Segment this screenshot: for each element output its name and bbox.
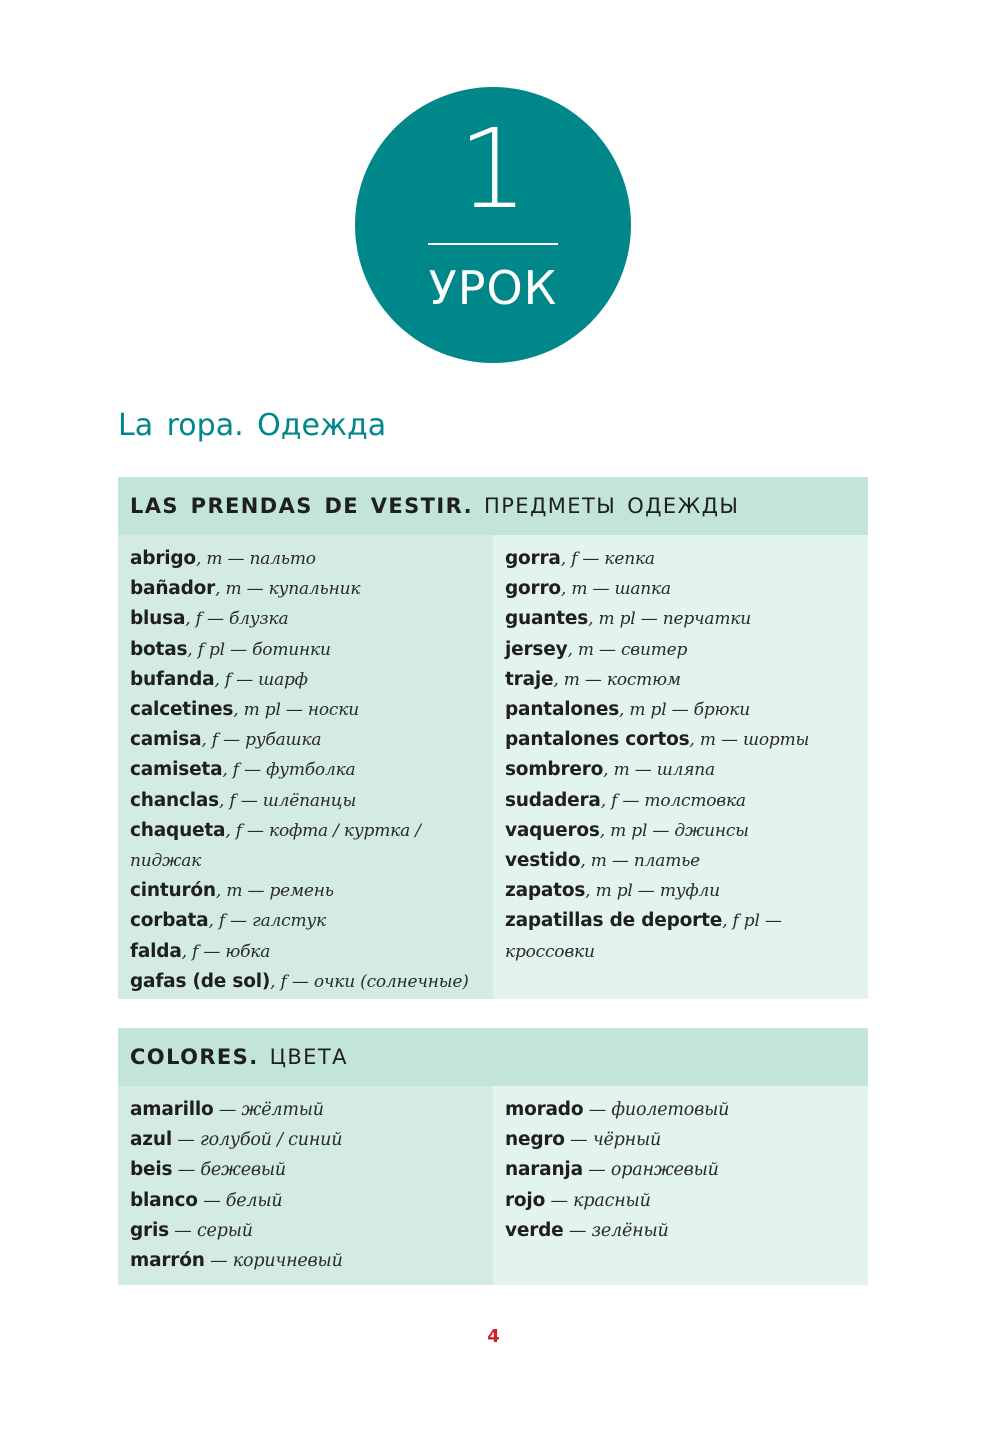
- vocab-word: sudadera: [505, 789, 601, 811]
- vocab-translation: — голубой / синий: [171, 1130, 343, 1151]
- vocab-translation: — коричневый: [204, 1251, 343, 1272]
- colors-header-es: COLORES.: [130, 1045, 259, 1069]
- vocab-entry: [130, 665, 481, 695]
- vocab-translation: , f — юбка: [181, 941, 271, 962]
- vocab-translation: , f — шлёпанцы: [219, 790, 357, 811]
- vocab-translation: , m pl — перчатки: [588, 609, 751, 630]
- vocab-entry: [130, 906, 481, 936]
- colors-column-right: [493, 1086, 868, 1285]
- colors-list-left: [130, 1095, 481, 1276]
- clothes-header-es: LAS PRENDAS DE VESTIR.: [130, 494, 473, 518]
- vocab-entry: [505, 574, 856, 604]
- vocab-entry: [130, 1095, 481, 1125]
- vocab-word: guantes: [505, 608, 589, 630]
- badge-divider: [428, 243, 558, 245]
- vocab-translation: , m — шляпа: [603, 760, 715, 781]
- vocab-translation: , m — костюм: [553, 669, 681, 690]
- vocab-entry: [505, 635, 856, 665]
- vocab-word: beis: [130, 1159, 173, 1181]
- vocab-word: gorra: [505, 548, 561, 569]
- vocab-entry: [505, 906, 856, 966]
- vocab-entry: [130, 1186, 481, 1216]
- vocab-translation: , f — толстовка: [600, 790, 746, 811]
- vocab-entry: [505, 604, 856, 634]
- vocab-translation: , m — шорты: [689, 730, 810, 751]
- vocab-word: marrón: [130, 1250, 205, 1272]
- vocab-word: rojo: [505, 1189, 546, 1211]
- vocab-word: gorro: [505, 578, 561, 600]
- colors-body: [118, 1086, 868, 1285]
- vocab-word: falda: [130, 940, 182, 962]
- lesson-badge: [355, 87, 631, 363]
- vocab-translation: — оранжевый: [582, 1160, 719, 1181]
- vocab-translation: , f — рубашка: [201, 730, 322, 751]
- vocab-entry: [505, 1095, 856, 1125]
- colors-vocab-box: [118, 1028, 868, 1285]
- vocab-entry: [130, 574, 481, 604]
- lesson-number: 1: [458, 105, 528, 233]
- vocab-entry: [130, 725, 481, 755]
- vocab-entry: [505, 1216, 856, 1246]
- vocab-word: chanclas: [130, 789, 219, 811]
- vocab-translation: — красный: [545, 1190, 651, 1211]
- vocab-translation: , m — купальник: [215, 579, 361, 600]
- vocab-word: verde: [505, 1219, 564, 1241]
- vocab-entry: [505, 544, 856, 574]
- vocab-translation: , m — шапка: [560, 579, 671, 600]
- vocab-entry: [130, 1155, 481, 1185]
- vocab-translation: — чёрный: [564, 1130, 662, 1151]
- vocab-word: camiseta: [130, 759, 223, 781]
- vocab-word: amarillo: [130, 1099, 214, 1120]
- vocab-word: camisa: [130, 729, 202, 751]
- vocab-translation: , m pl — носки: [233, 700, 359, 721]
- vocab-word: zapatillas de deporte: [505, 910, 723, 932]
- vocab-translation: , m — пальто: [195, 549, 316, 569]
- vocab-entry: [130, 1246, 481, 1276]
- vocab-entry: [505, 816, 856, 846]
- vocab-translation: , f pl — кроссовки: [505, 911, 782, 962]
- vocab-entry: [130, 967, 481, 997]
- clothes-list-right: [505, 544, 856, 967]
- vocab-word: bufanda: [130, 668, 215, 690]
- vocab-word: corbata: [130, 910, 209, 932]
- vocab-translation: , m pl — джинсы: [599, 820, 749, 841]
- clothes-header: [118, 477, 868, 535]
- vocab-translation: , f — очки (солнечные): [270, 971, 469, 992]
- colors-list-right: [505, 1095, 856, 1246]
- vocab-entry: [505, 1125, 856, 1155]
- vocab-word: abrigo: [130, 548, 196, 569]
- vocab-word: calcetines: [130, 699, 234, 721]
- vocab-word: blanco: [130, 1189, 198, 1211]
- vocab-entry: [130, 876, 481, 906]
- vocab-word: morado: [505, 1099, 584, 1120]
- vocab-word: pantalones: [505, 699, 620, 721]
- page-number: 4: [487, 1326, 500, 1347]
- vocab-word: gafas (de sol): [130, 970, 271, 992]
- vocab-word: negro: [505, 1129, 565, 1151]
- vocab-word: pantalones cortos: [505, 729, 690, 751]
- vocab-translation: , f — галстук: [208, 911, 326, 932]
- vocab-translation: , f — кепка: [560, 549, 655, 569]
- vocab-word: sombrero: [505, 759, 604, 781]
- vocab-entry: [505, 665, 856, 695]
- vocab-entry: [130, 937, 481, 967]
- vocab-translation: , m — платье: [580, 851, 701, 872]
- vocab-translation: , f — шарф: [214, 669, 308, 690]
- clothes-vocab-box: [118, 477, 868, 999]
- vocab-translation: , f pl — ботинки: [187, 639, 331, 660]
- vocab-translation: , f — кофта / куртка / пиджак: [130, 820, 421, 872]
- vocab-word: chaqueta: [130, 819, 226, 841]
- vocab-translation: , m — свитер: [567, 639, 688, 660]
- vocab-entry: [130, 816, 481, 876]
- vocab-entry: [505, 755, 856, 785]
- vocab-word: naranja: [505, 1159, 583, 1181]
- vocab-translation: , f — футболка: [222, 760, 356, 781]
- vocab-entry: [130, 755, 481, 785]
- lesson-word: УРОК: [428, 261, 558, 315]
- vocab-translation: , m — ремень: [215, 881, 334, 902]
- clothes-body: [118, 535, 868, 999]
- vocab-translation: — белый: [197, 1190, 283, 1211]
- vocab-translation: — бежевый: [172, 1160, 286, 1181]
- vocab-entry: [505, 846, 856, 876]
- vocab-word: bañador: [130, 578, 216, 600]
- vocab-word: vaqueros: [505, 819, 600, 841]
- vocab-entry: [505, 1155, 856, 1185]
- colors-column-left: [118, 1086, 493, 1285]
- clothes-column-right: [493, 535, 868, 999]
- vocab-word: jersey: [505, 638, 568, 660]
- vocab-entry: [505, 876, 856, 906]
- vocab-entry: [130, 1125, 481, 1155]
- clothes-header-ru: ПРЕДМЕТЫ ОДЕЖДЫ: [484, 494, 740, 518]
- vocab-entry: [130, 544, 481, 574]
- vocab-word: gris: [130, 1219, 169, 1241]
- clothes-column-left: [118, 535, 493, 999]
- vocab-entry: [505, 1186, 856, 1216]
- vocab-word: traje: [505, 668, 554, 690]
- vocab-translation: — жёлтый: [213, 1100, 324, 1120]
- vocab-entry: [505, 695, 856, 725]
- colors-header: [118, 1028, 868, 1086]
- vocab-translation: , m pl — брюки: [619, 700, 750, 721]
- vocab-translation: — серый: [168, 1220, 253, 1241]
- vocab-word: cinturón: [130, 880, 216, 902]
- colors-header-ru: ЦВЕТА: [269, 1045, 348, 1069]
- clothes-list-left: [130, 544, 481, 997]
- vocab-entry: [130, 604, 481, 634]
- vocab-entry: [130, 1216, 481, 1246]
- vocab-word: vestido: [505, 850, 581, 872]
- vocab-translation: — зелёный: [563, 1220, 669, 1241]
- page-title: La ropa. Одежда: [118, 408, 387, 443]
- vocab-translation: , m pl — туфли: [585, 881, 720, 902]
- vocab-entry: [130, 786, 481, 816]
- vocab-entry: [130, 635, 481, 665]
- vocab-word: azul: [130, 1129, 172, 1151]
- vocab-word: blusa: [130, 608, 186, 630]
- vocab-translation: — фиолетовый: [583, 1100, 730, 1120]
- vocab-entry: [505, 786, 856, 816]
- vocab-word: zapatos: [505, 880, 586, 902]
- vocab-word: botas: [130, 638, 188, 660]
- vocab-translation: , f — блузка: [185, 609, 289, 630]
- vocab-entry: [505, 725, 856, 755]
- vocab-entry: [130, 695, 481, 725]
